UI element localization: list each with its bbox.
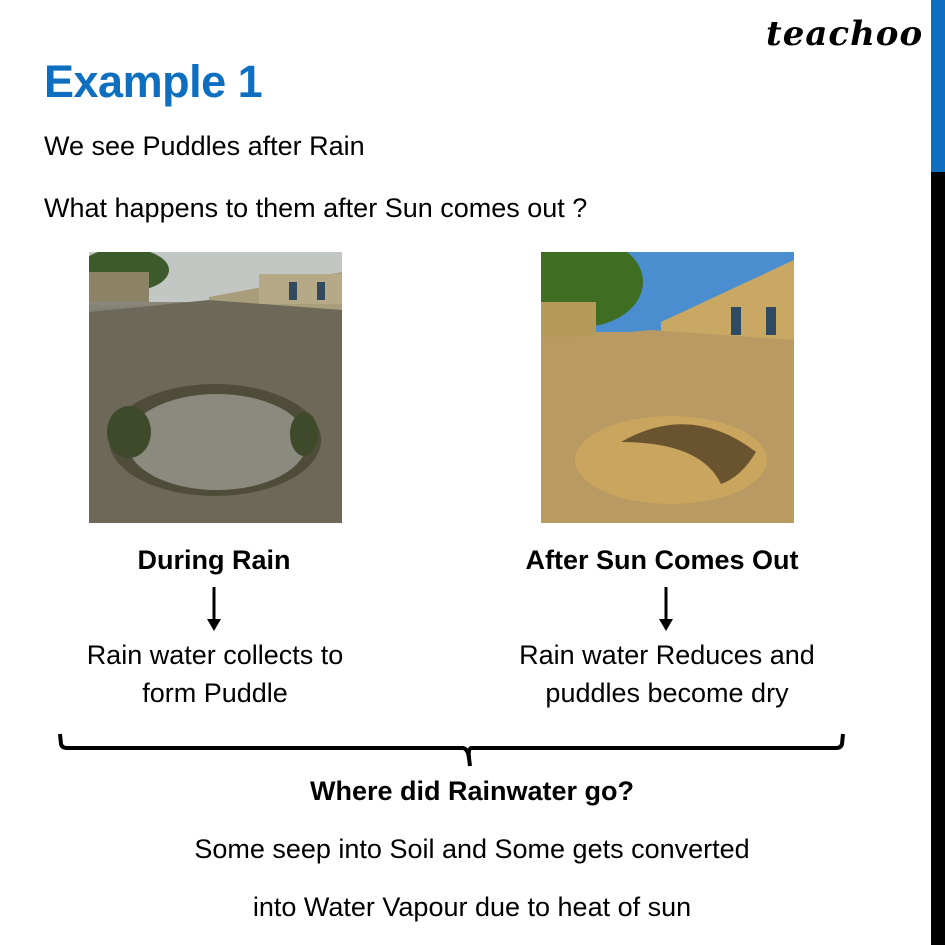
panel-description-sun [467,636,867,712]
desc-line: puddles become dry [545,678,789,708]
answer-line-2: into Water Vapour due to heat of sun [252,892,692,922]
desc-line: form Puddle [142,678,288,708]
question-heading: Where did Rainwater go? [309,776,635,806]
side-accent-bar-blue [931,0,945,172]
panel-heading-after-sun: After Sun Comes Out [525,545,799,575]
curly-brace-icon [55,728,850,770]
arrow-down-icon [204,585,224,633]
page-title: Example 1 [44,56,263,107]
intro-line-2: What happens to them after Sun comes out ? [44,193,588,223]
panel-heading-during-rain: During Rain [137,545,291,575]
teachoo-logo: teachoo [766,14,924,54]
dry-puddle-image [541,252,794,523]
panel-description-rain [15,636,415,712]
intro-line-1: We see Puddles after Rain [44,131,365,161]
rain-puddle-image [89,252,342,523]
desc-line: Rain water Reduces and [519,640,815,670]
side-accent-bar-black [931,172,945,945]
arrow-down-icon [656,585,676,633]
desc-line: Rain water collects to [86,640,344,670]
answer-line-1: Some seep into Soil and Some gets converted [194,834,750,864]
